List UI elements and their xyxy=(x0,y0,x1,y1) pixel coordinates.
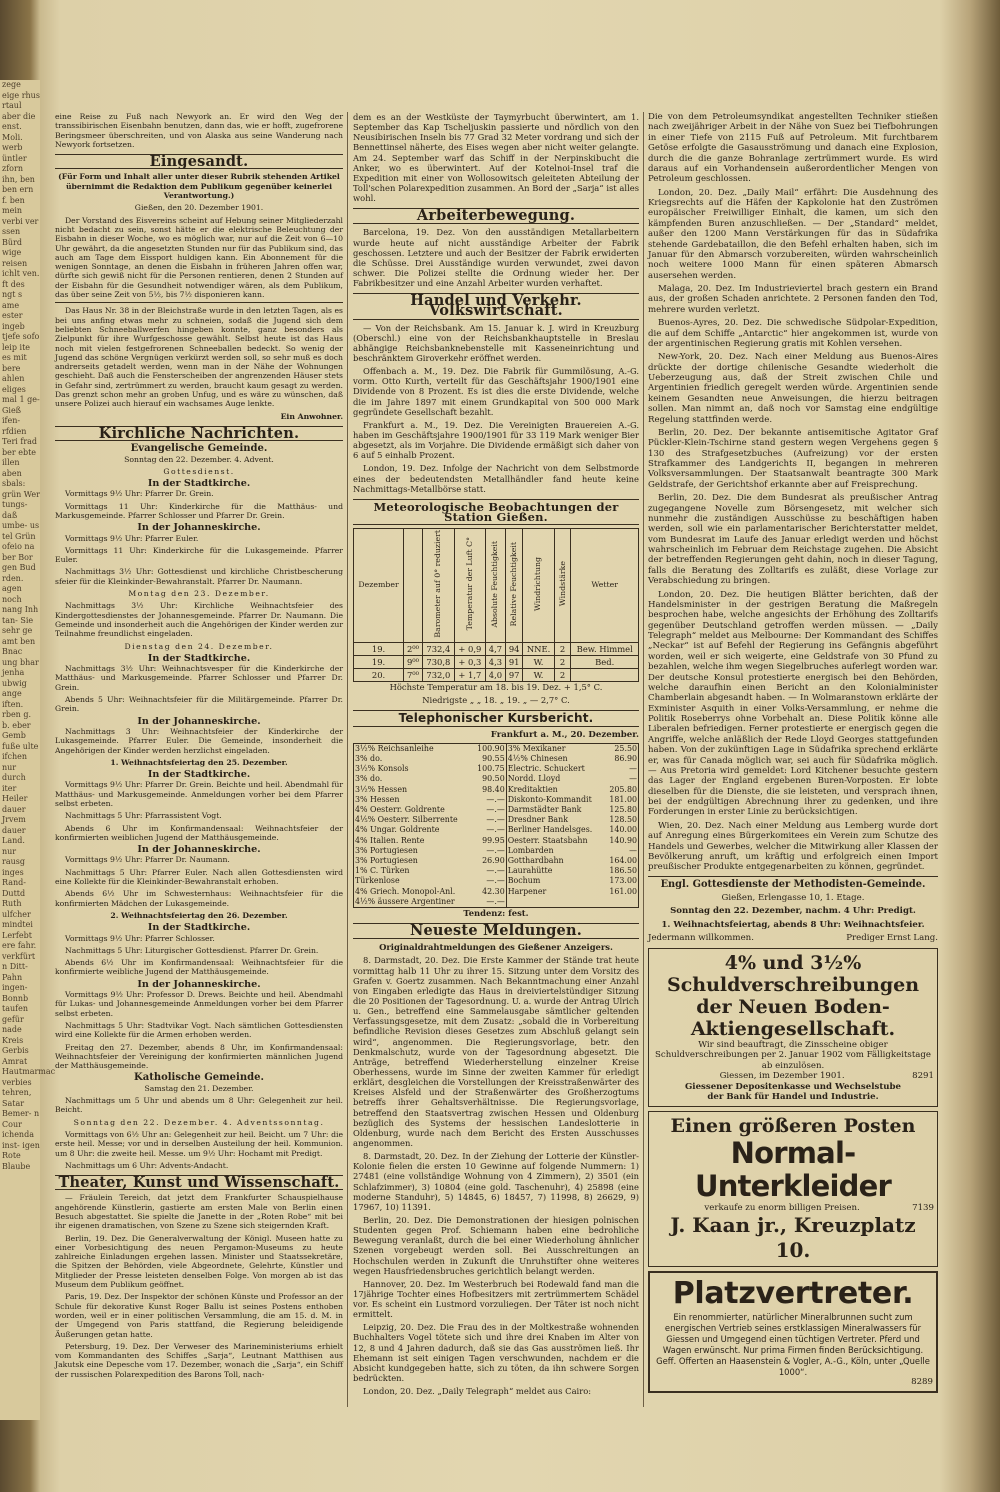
table-row xyxy=(354,897,639,908)
table-cell: 86.90 xyxy=(614,753,637,763)
article-paragraph: Berlin, 20. Dez. Die dem Bundesrat als preußischer Antrag zugegangene Novelle zum Börsengesetz, mit welcher sich nunmehr die zuständigen Ausschüsse zu beschäftigen haben werden, soll wie ein parlamentarischer Berichterstatter meldet, vom Bundesrat im Laufe des Januar erledigt werden und höchst wahrscheinlich im Februar dem Reichstage zugehen. Die Absicht der betreffenden Regierungen geht dahin, noch in dieser Tagung, falls die Beratung des Zolltarifs es zuläßt, diese Vorlage zur Verabschiedung zu bringen. xyxy=(648,493,938,587)
table-cell: —.— xyxy=(486,794,505,804)
table-cell: Berliner Handelsges. xyxy=(506,825,604,835)
service-line: Vormittags 11 Uhr: Kinderkirche für die Matthäus- und Markusgemeinde. Pfarrer Schlosser und Pfarrer Dr. Grein. xyxy=(55,501,343,520)
table-row xyxy=(354,815,639,825)
notice-line: 1. Weihnachtsfeiertag, abends 8 Uhr: Weihnachtsfeier. xyxy=(661,919,925,930)
service-line: Vormittags 9½ Uhr: Pfarrer Dr. Naumann. xyxy=(65,855,230,865)
service-line: Nachmittags 5 Uhr: Pfarrassistent Vogt. xyxy=(65,811,222,821)
table-row: 19. 9⁰⁰ 730,8 + 0,3 4,3 91 W. 2 Bed. xyxy=(354,655,639,668)
service-line: Abends 5 Uhr: Weihnachtsfeier für die Militärgemeinde. Pfarrer Dr. Grein. xyxy=(55,695,343,714)
column-2 xyxy=(353,112,639,1399)
table-row xyxy=(354,774,639,784)
table-cell: 3½% Hessen xyxy=(355,784,408,794)
table-cell: 4⅕% Oesterr. Silberrente xyxy=(355,815,458,825)
table-cell: 140.00 xyxy=(609,825,637,835)
table-cell: 3% do. xyxy=(355,753,383,763)
service-line: Vormittags 11 Uhr: Kinderkirche für die Lukasgemeinde. Pfarrer Euler. xyxy=(55,545,343,565)
weather-table-title: Meteorologische Beobachtungen der Station Gießen. xyxy=(353,499,639,525)
advertisement-bonds xyxy=(648,948,938,1107)
table-cell: 3% Portugiesen xyxy=(355,855,418,865)
date-line: 2. Weihnachtsfeiertag den 26. Dezember. xyxy=(110,910,288,920)
table-cell: 4% Italien. Rente xyxy=(355,835,425,845)
article-paragraph: Petersburg, 19. Dez. Der Verweser des Marineministeriums erhielt vom Kommandanten des Schiffes „Sarja“, Leutnant Matthisen aus Jakutsk eine Depesche vom 17. Dezember, wonach die „Sarja“, ein Schiff der russischen Polarexpedition des Barons Toll, nach- xyxy=(55,1341,343,1379)
table-cell: Kreditaktien xyxy=(506,785,604,795)
article-paragraph: Leipzig, 20. Dez. Die Frau des in der Moltkestraße wohnenden Buchhalters Vogel tötete sich und ihre drei Knaben im Alter von 12, 8 und 4 Jahren dadurch, daß sie das Gas ausströmen ließ. Ihr Ehemann ist seit einigen Tagen verschwunden, nachdem er die Absicht kundgegeben hatte, sich zu töten, da ihn schwere Sorgen bedrückten. xyxy=(353,1322,639,1384)
ad-text: verkaufe zu enorm billigen Preisen. 7139 xyxy=(704,1202,934,1213)
table-cell xyxy=(604,897,638,908)
table-cell: Diskonto-Kommandit xyxy=(506,795,604,805)
service-line: Vormittags 9½ Uhr: Pfarrer Dr. Grein. xyxy=(65,489,214,499)
service-line: Abends 6 Uhr im Konfirmandensaal: Weihnachtsfeier der konfirmierten weiblichen Jugend der Matthäusgemeinde. xyxy=(55,823,343,842)
service-line: Nachmittags um 5 Uhr und abends um 8 Uhr: Gelegenheit zur heil. Beicht. xyxy=(55,1096,343,1115)
column-3 xyxy=(648,112,938,1397)
divider xyxy=(55,302,343,303)
table-cell: Lombarden xyxy=(506,846,604,856)
article-paragraph: London, 19. Dez. Infolge der Nachricht von dem Selbstmorde eines der bedeutendsten Metallhändler fand heute keine Nachmittags-Metallbörse statt. xyxy=(353,463,639,494)
article-paragraph: Offenbach a. M., 19. Dez. Die Fabrik für Gummilösung, A.-G. vorm. Otto Kurth, verteilt für das Geschäftsjahr 1900/1901 eine Dividende von 8 Prozent. Es ist dies die erste Dividende, welche die im Jahre 1897 mit einem Grundkapital von 500 000 Mark gegründete Gesellschaft bezahlt. xyxy=(353,366,639,417)
table-cell: 90.50 xyxy=(482,774,505,784)
table-cell xyxy=(506,897,604,908)
church-heading: In der Johanneskirche. xyxy=(137,715,261,727)
advertisement-platzvertreter xyxy=(648,1271,938,1393)
table-cell: — xyxy=(629,764,637,774)
table-cell: Dresdner Bank xyxy=(506,815,604,825)
ad-headline: 4% und 3½% Schuldverschreibungen xyxy=(666,951,920,996)
service-line: Nachmittags 3½ Uhr: Gottesdienst und kirchliche Christbescherung sfeier für die Kleinkinder-Bewahranstalt. Pfarrer Dr. Naumann. xyxy=(55,567,343,586)
service-line: Vormittags 9½ Uhr: Pfarrer Euler. xyxy=(65,533,199,543)
letter-paragraph: Das Haus Nr. 38 in der Bleichstraße wurde in den letzten Tagen, als es bei uns anfing etwas mehr zu schneien, sodaß die Jugend sich dem beliebten Schneeballwerfen hingeben konnte, ganz besonders als Zielpunkt für ihre Wurfgeschosse gewählt. Selbst heute ist das Haus noch mit vielen festgefrorenen Schneeballen bedeckt. So wenig der Jugend das schöne Vergnügen verkürzt werden soll, so sehr muß es doch andrerseits getadelt werden, wenn man in der Nähe der Wohnungen geschieht. Daß auch die Fensterscheiben der angrenzenden Häuser stets in Gefahr sind, zertrümmert zu werden, braucht kaum gesagt zu werden. Das grenzt schon mehr an groben Unfug, und es wäre zu wünschen, daß unsere Polizei auch hierauf ein wachsames Auge lenkte. xyxy=(55,306,343,409)
notice-line: Gießen, Erlengasse 10, 1. Etage. xyxy=(721,893,865,903)
table-row xyxy=(354,785,639,795)
service-line: Vormittags 9½ Uhr: Professor D. Drews. Beichte und heil. Abendmahl für Lukas- und Johannesgemeinde Anmeldungen vorher bei dem Pfarrer selbst erbeten. xyxy=(55,990,343,1018)
service-line: Nachmittags um 6 Uhr: Advents-Andacht. xyxy=(65,1160,229,1170)
notice-preacher: Prediger Ernst Lang. xyxy=(846,933,938,944)
weather-table xyxy=(353,528,639,682)
service-line: Nachmittags 3½ Uhr: Kirchliche Weihnachtsfeier des Kindergottesdienstes der Johannesgemeinde. Pfarrer Dr. Naumann. Die Gemeinde und insonderheit auch die Angehörigen der Kinder werden zur Teilnahme freundlichst eingeladen. xyxy=(55,601,343,639)
table-cell: 125.80 xyxy=(609,804,637,814)
signature: Ein Anwohner. xyxy=(280,411,343,421)
table-cell: 4% Ungar. Goldrente xyxy=(355,825,440,835)
subsection-title: Evangelische Gemeinde. xyxy=(130,443,268,455)
table-cell: — xyxy=(629,774,637,784)
table-cell: 3% Hessen xyxy=(355,794,400,804)
table-cell: 4% Griech. Monopol-Anl. xyxy=(355,886,456,896)
table-cell: 161.00 xyxy=(609,886,637,896)
article-paragraph: Berlin, 19. Dez. Die Generalverwaltung der Königl. Museen hatte zu einer Vorbesichtigung des neuen Pergamon-Museums zu heute zahlreiche Einladungen ergehen lassen. Minister und Staatssekretäre, die Spitzen der Behörden, viele Abgeordnete, Gelehrte, Künstler und Mitglieder der Presse leisteten denselben Folge. Von morgen ab ist das Museum dem Publikum geöffnet. xyxy=(55,1233,343,1290)
date-line: Sonntag den 22. Dezember. 4. Adventssonntag. xyxy=(73,1117,325,1127)
article-paragraph: Wien, 20. Dez. Nach einer Meldung aus Lemberg wurde dort auf Anregung eines Bürgerkomitees ein Verein zum Schutze des Handels und Gewerbes, welcher die Mitwirkung aller Klassen der Bevölkerung anruft, um kräftig und erfolgreich einen Import preußischer Produkte entgegenarbeiten zu können, gegründet. xyxy=(648,820,938,873)
table-cell: 100.90 xyxy=(477,743,505,753)
table-cell: Bochum xyxy=(506,876,604,886)
column-1 xyxy=(55,112,343,1382)
ad-bank-name: Giessener Depositenkasse und Wechselstube xyxy=(684,1081,902,1092)
stock-tendency: Tendenz: fest. xyxy=(463,908,529,918)
weather-col-header: Dezember xyxy=(354,529,404,643)
ad-headline: Platzvertreter. xyxy=(672,1276,914,1311)
article-paragraph: — Fräulein Tereich, dat jetzt dem Frankfurter Schauspielhause angehörende Künstlerin, gastierte am ersten Male von Berlin einen Besuch abgestattet. Sie spielte die Janette in der „Roten Robe“ mit bei ihr eigenen dramatischen, von Szene zu Szene sich steigernden Kraft. xyxy=(55,1193,343,1231)
table-cell: 99.95 xyxy=(482,835,505,845)
church-heading: In der Stadtkirche. xyxy=(147,922,251,934)
article-paragraph: Berlin, 20. Dez. Die Demonstrationen der hiesigen polnischen Studenten gegen Prof. Schiemann haben eine bedrohliche Bewegung veranlaßt, durch die bei einer Wiederholung ähnlicher Szenen vorgebeugt werden soll. Bei Ausschreitungen an Hochschulen werden in Zukunft die Unruhstifter ohne weiteres wegen Hausfriedensbruches gerichtlich belangt werden. xyxy=(353,1214,639,1276)
stock-table xyxy=(353,743,639,908)
article-paragraph: Berlin, 20. Dez. Der bekannte antisemitische Agitator Graf Pückler-Klein-Tschirne stand gestern wegen Vergehens gegen § 130 des Strafgesetzbuches (Aufreizung) vor der ersten Strafkammer des Landgerichts II, begangen in mehreren Volksversammlungen. Der Staatsanwalt beantragte 300 Mark Geldstrafe, der Gerichtshof erkannte aber auf Freisprechung. xyxy=(648,427,938,490)
table-cell: 181.00 xyxy=(609,794,637,804)
table-cell: —.— xyxy=(486,866,505,876)
service-line: Freitag den 27. Dezember, abends 8 Uhr, im Konfirmandensaal: Weihnachtsfeier der Vereinigung der konfirmierten männlichen Jugend der Matthäusgemeinde. xyxy=(55,1042,343,1071)
table-cell: —.— xyxy=(486,845,505,855)
table-cell: Darmstädter Bank xyxy=(506,805,604,815)
service-line: Abends 6½ Uhr im Schwesternhaus: Weihnachtsfeier für die konfirmierten Mädchen der Lukasgemeinde. xyxy=(55,889,343,908)
service-line: Vormittags 9½ Uhr: Pfarrer Dr. Grein. Beichte und heil. Abendmahl für Matthäus- und Markusgemeinde. Anmeldungen vorher bei dem Pfarrer selbst erbeten. xyxy=(55,780,343,808)
table-cell: 173.00 xyxy=(609,876,637,886)
table-cell: Harpener xyxy=(506,887,604,897)
table-cell: 4% Oesterr. Goldrente xyxy=(355,804,445,814)
weather-col-header: Absolute Feuchtigkeit xyxy=(485,529,505,643)
table-row xyxy=(354,856,639,866)
weather-col-header: Windstärke xyxy=(554,529,571,643)
article-paragraph: London, 20. Dez. „Daily Telegraph“ meldet aus Cairo: xyxy=(363,1386,592,1397)
table-cell: 4½% Chinesen xyxy=(506,754,604,764)
table-row xyxy=(354,876,639,886)
section-title-handel: Handel und Verkehr. Volkswirtschaft. xyxy=(353,293,639,319)
table-cell: Oesterr. Staatsbahn xyxy=(506,836,604,846)
weather-footnote: Niedrigste „ „ 18. „ 19. „ — 2,7° C. xyxy=(422,695,570,706)
service-line: Nachmittags 3½ Uhr: Weihnachtsvesper für die Kinderkirche der Matthäus- und Markusgemeinde. Pfarrer Schlosser und Pfarrer Dr. Grein. xyxy=(55,664,343,692)
service-line: Vormittags 9½ Uhr: Pfarrer Schlosser. xyxy=(65,933,215,943)
ad-headline: Einen größeren Posten xyxy=(670,1114,916,1137)
church-heading: In der Stadtkirche. xyxy=(147,652,251,664)
service-line: Vormittags von 6½ Uhr an: Gelegenheit zur heil. Beicht. um 7 Uhr: die erste heil. Messe; vor und in derselben Austeilung der heil. Kommunion. um 8 Uhr: die zweite heil. Messe. um 9½ Uhr: Hochamt mit Predigt. xyxy=(55,1129,343,1158)
table-cell: 1% C. Türken xyxy=(355,866,410,876)
ad-product-name: Normal-Unterkleider xyxy=(695,1135,891,1203)
table-cell: 3% do. xyxy=(355,774,383,784)
weather-col-header: Wetter xyxy=(571,529,639,643)
service-line: Nachmittags 5 Uhr: Stadtvikar Vogt. Nach sämtlichen Gottesdiensten wird eine Kollekte für die Armen erhoben werden. xyxy=(55,1020,343,1040)
article-paragraph: Paris, 19. Dez. Der Inspektor der schönen Künste und Professor an der Schule für dekorative Kunst Roger Ballu ist seines Postens enthoben worden, weil er in einer politischen Versammlung, die am 15. d. M. in der Umgegend von Paris stattfand, die Regierung beleidigende Äußerungen getan hatte. xyxy=(55,1292,343,1339)
article-paragraph: 8. Darmstadt, 20. Dez. Die Erste Kammer der Stände trat heute vormittag halb 11 Uhr zu ihrer 15. Sitzung unter dem Vorsitz des Grafen v. Goertz zusammen. Nach Bekanntmachung einer Anzahl von Eingaben erledigte das Haus in dreiviertelstündiger Sitzung die 20 Positionen der Tagesordnung. U. a. wurde der Antrag Ulrich u. Gen., betreffend eine Sammelausgabe sämtlicher geltenden Verfassungsgesetze, mit dem Zusatz: „sobald die in Vorbereitung befindliche Revision dieses Gesetzes zum Abschluß gelangt sein wird“, angenommen. Die Regierungsvorlage, betr. den Denkmalschutz, wurde von der Tagesordnung abgesetzt. Die Anträge, betreffend Wiederherstellung einzelner Kreise Oberhessens, wurde im Sinne der zweiten Kammer für erledigt erklärt, desgleichen die Vorstellungen der Kreisstraßenwärter des Kreises Alsfeld und der Straßenwärter des Großherzogtums betreffs ihrer Gehaltsverhältnisse. Die Regierungsvorlage, betreffend den Staatsvertrag zwischen Hessen und Oldenburg bezüglich des Systems der hessischen Landeslotterie in Oldenburg, wurde nach dem Bericht des Ersten Ausschusses angenommen. xyxy=(353,955,639,1148)
article-paragraph: 8. Darmstadt, 20. Dez. In der Ziehung der Lotterie der Künstler-Kolonie fielen die ersten 10 Gewinne auf folgende Nummern: 1) 27481 (eine vollständige Wohnung von 4 Zimmern), 2) 3501 (ein Schlafzimmer), 3) 10804 (eine gold. Taschenuhr), 4) 25898 (eine moderne Standuhr), 5) 14845, 6) 18457, 7) 11998, 8) 26629, 9) 17967, 10) 11391. xyxy=(353,1151,639,1212)
section-title-neueste: Neueste Meldungen. xyxy=(353,923,639,939)
article-continuation: dem es an der Westküste der Taymyrbucht überwintert, am 1. September das Kap Tscheljuskin passierte und nördlich von den Neusibirischen Inseln bis 77 Grad 32 Meter vordrang und sich der Bennettinsel näherte, des Eises wegen aber nicht weiter gelangte. Am 24. September warf das Schiff in der Nerpinskibucht die Anker, wo es überwintert. Auf der Kotelnoi-Insel traf die Expedition mit einer von Wollosowitsch geleiteten Abteilung der Toll'schen Polarexpedition zusammen. An Bord der „Sarja“ ist alles wohl. xyxy=(353,112,639,204)
date-line: Gottesdienst. xyxy=(163,466,235,476)
section-title-theater: Theater, Kunst und Wissenschaft. xyxy=(55,1175,343,1190)
table-cell: 205.80 xyxy=(609,784,637,794)
table-row xyxy=(354,846,639,856)
table-cell: 3½% Reichsanleihe xyxy=(355,743,434,753)
table-row: 19. 2⁰⁰ 732,4 + 0,9 4,7 94 NNE. 2 Bew. Himmel xyxy=(354,642,639,655)
table-cell: —.— xyxy=(486,876,505,886)
weather-table-header xyxy=(354,529,639,643)
editorial-note: (Für Form und Inhalt aller unter dieser Rubrik stehenden Artikel übernimmt die Redaktion dem Publikum gegenüber keinerlei Verantwortung.) xyxy=(58,172,340,201)
table-cell: 42.30 xyxy=(482,886,505,896)
table-cell: 4½% äussere Argentiner xyxy=(355,896,455,906)
advertisement-underwear xyxy=(648,1111,938,1268)
weather-col-header: Temperatur der Luft C° xyxy=(454,529,485,643)
section-title-arbeiter: Arbeiterbewegung. xyxy=(353,208,639,224)
weather-col-header: Windrichtung xyxy=(523,529,554,643)
notice-title: Engl. Gottesdienste der Methodisten-Gemeinde. xyxy=(660,878,926,890)
table-cell: 164.00 xyxy=(609,855,637,865)
divider xyxy=(648,876,938,877)
article-paragraph: Barcelona, 19. Dez. Von den ausständigen Metallarbeitern wurde heute auf nicht ausständige Arbeiter der Fabrik geschossen. Letztere und auch der Besitzer der Fabrik erwiderten die Schüsse. Drei Ausständige wurden verwundet, zwei davon schwer. Die Polizei stellte die Ordnung wieder her. Der Fabrikbesitzer und eine Anzahl Arbeiter wurden verhaftet. xyxy=(353,227,639,289)
article-paragraph: New-York, 20. Dez. Nach einer Meldung aus Buenos-Aires drückte der dortige chilenische Gesandte wiederholt die Ueberzeugung aus, daß der Streit zwischen Chile und Argentinien friedlich geregelt werden würde. Argentinien sende keinem Gesandten neue Anweisungen, die hierzu beitragen sollen. Man nimmt an, daß noch vor Samstag eine endgültige Regelung stattfinden werde. xyxy=(648,352,938,425)
table-cell: Türkenlose xyxy=(355,876,400,886)
church-heading: In der Johanneskirche. xyxy=(137,844,261,856)
service-line: Nachmittags 5 Uhr: Pfarrer Euler. Nach allen Gottesdiensten wird eine Kollekte für die Kleinkinder-Bewahranstalt erhoben. xyxy=(55,867,343,887)
left-page-edge-text: zege eige rhus rtaul aber die enst. Moli. werb üntler zforn ihn, ben ben ern f. ben mein verbi ver ssen Bürd wige reisen ichlt ven. ft des ngt s ame ester ingeb tjefe sofo leip ite es mit bere ahlen eliges mal 1 ge- Gieß ifen- rfdien Teri frad ber ebte illen aben sbals: grün Wer tungs- daß umbe- us tel Grün ofeio na ber Bor gen Bud rden. agen noch nang Inh tan- Sie sehr ge amt ben Bnac ung bhar jenha ubwig ange iften. rben g. b. eber Gemb fuße ulte ifchen nur durch iter Heiler dauer Jrvem dauer Land. nur rausg inges Rand- Duttd Ruth ulfcher mindtei Lerfebt ere fahr. verkfürt n Ditt- Pahn ingen- Bonnb taufen gefür nade Kreis Gerbis Amrat Hautmarmac verbies tehren, Satar Bemer- n Cour ichenda inst- igen Rote Blaube xyxy=(0,80,40,1420)
subsection-title: Originaldrahtmeldungen des Gießener Anzeigers. xyxy=(379,942,613,953)
date-line: 1. Weihnachtsfeiertag den 25. Dezember. xyxy=(110,757,288,767)
article-paragraph: Hannover, 20. Dez. Im Westerbruch bei Rodewald fand man die 17jährige Tochter eines Hofbesitzers mit zertrümmertem Schädel vor. Es scheint ein Lustmord vorzuliegen. Der Täter ist noch nicht ermittelt. xyxy=(353,1278,639,1320)
dateline: Gießen, den 20. Dezember 1901. xyxy=(134,203,264,213)
ad-headline: der Neuen Boden-Aktiengesellschaft. xyxy=(690,995,896,1040)
ad-text: Ein renommierter, natürlicher Mineralbrunnen sucht zum energischen Vertrieb seines erstklassigen Mineralwassers für Giessen und Umgegend einen tüchtigen Vertreter. Pferd und Wagen erwünscht. Nur prima Firmen finden Berücksichtigung. Geff. Offerten an Haasenstein & Vogler, A.-G., Köln, unter „Quelle 1000“. xyxy=(656,1312,930,1377)
church-heading: In der Johanneskirche. xyxy=(137,978,261,990)
ad-bank-name: der Bank für Handel und Industrie. xyxy=(707,1092,879,1102)
table-cell: —.— xyxy=(486,804,505,814)
section-title-eingesandt: Eingesandt. xyxy=(55,154,343,169)
notice-line: Sonntag den 22. Dezember, nachm. 4 Uhr: Predigt. xyxy=(670,906,916,917)
column-rule xyxy=(347,112,348,1407)
table-cell: Electric. Schuckert xyxy=(506,764,604,774)
table-cell: 26.90 xyxy=(482,855,505,865)
service-line: Nachmittags 3 Uhr: Weihnachtsfeier der Kinderkirche der Lukasgemeinde. Pfarrer Euler. Die Gemeinde, insonderheit die Angehörigen der Kinder werden herzlichst eingeladen. xyxy=(55,726,343,755)
church-heading: In der Johanneskirche. xyxy=(137,522,261,534)
article-paragraph: London, 20. Dez. „Daily Mail“ erfährt: Die Ausdehnung des Kriegsrechts auf die Häfen der Kapkolonie hat den Zuströmen europäischer Freiwilliger Einhalt, die kamen, um sich den kämpfenden Buren anzuschließen. — Der „Standard“ meldet, außer den 1200 Mann Verstärkungen für das in Südafrika stehende Gardebataillon, die den Befehl erhalten haben, sich im Januar für den Abmarsch vorzubereiten, würden wahrscheinlich noch weitere 1000 Mann für einen späteren Abmarsch ausersehen werden. xyxy=(648,187,938,281)
article-paragraph: — Von der Reichsbank. Am 15. Januar k. J. wird in Kreuzburg (Oberschl.) eine von der Reichsbankhauptstelle in Breslau abhängige Reichsbanknebenstelle mit Kasseneinrichtung und beschränktem Giroverkehr eröffnet werden. xyxy=(353,322,639,363)
article-paragraph: Buenos-Ayres, 20. Dez. Die schwedische Südpolar-Expedition, die auf dem Schiffe „Antarctic“ hier angekommen ist, wurde von der argentinischen Regierung gratis mit Kohlen versehen. xyxy=(648,318,938,349)
table-cell: 3% Mexikaner xyxy=(506,743,604,754)
table-cell: 140.90 xyxy=(609,835,637,845)
table-cell: —.— xyxy=(486,896,505,906)
date-line: Sonntag den 22. Dezember. 4. Advent. xyxy=(124,454,274,464)
table-row xyxy=(354,805,639,815)
weather-col-header: Relative Feuchtigkeit xyxy=(506,529,523,643)
table-row xyxy=(354,764,639,774)
table-cell: 128.50 xyxy=(609,815,637,825)
church-heading: In der Stadtkirche. xyxy=(147,769,251,781)
stock-report-subtitle: Frankfurt a. M., 20. Dezember. xyxy=(490,729,639,740)
table-cell: 25.50 xyxy=(614,743,637,753)
ad-firm-name: J. Kaan jr., Kreuzplatz 10. xyxy=(670,1213,916,1262)
table-cell: 186.50 xyxy=(609,866,637,876)
table-cell: — xyxy=(629,845,637,855)
table-cell: —.— xyxy=(486,815,505,825)
ad-text: Wir sind beauftragt, die Zinsscheine obiger Schuldverschreibungen per 2. Januar 1902 vom Fälligkeitstage ab einzulösen. xyxy=(655,1039,931,1071)
date-line: Samstag den 21. Dezember. xyxy=(144,1083,254,1093)
ad-number: 8289 xyxy=(911,1377,933,1388)
column-rule xyxy=(643,112,644,1407)
table-cell: 98.40 xyxy=(482,784,505,794)
weather-footnote: Höchste Temperatur am 18. bis 19. Dez. + 1,5° C. xyxy=(389,682,603,693)
table-row xyxy=(354,795,639,805)
weather-col-header xyxy=(404,529,423,643)
table-cell: Laurahütte xyxy=(506,866,604,876)
table-row xyxy=(354,754,639,764)
notice-welcome: Jedermann willkommen. xyxy=(648,933,754,944)
subsection-title: Katholische Gemeinde. xyxy=(134,1072,264,1084)
table-row xyxy=(354,825,639,835)
notice-line xyxy=(648,933,938,943)
table-cell: —.— xyxy=(486,825,505,835)
table-cell: 100.75 xyxy=(477,764,505,774)
table-row xyxy=(354,866,639,876)
section-title-kirchliche: Kirchliche Nachrichten. xyxy=(55,426,343,441)
table-cell: Nordd. Lloyd xyxy=(506,774,604,784)
table-row: 20. 7⁰⁰ 732,0 + 1,7 4,0 97 W. 2 xyxy=(354,669,639,682)
date-line: Montag den 23. Dezember. xyxy=(128,589,270,599)
ad-date-line: Giessen, im Dezember 1901. 8291 xyxy=(719,1071,934,1081)
table-cell: Gotthardbahn xyxy=(506,856,604,866)
table-cell: 3½% Konsols xyxy=(355,764,409,774)
weather-col-header: Barometer auf 0° reduziert xyxy=(422,529,454,643)
table-cell: 3% Portugiesen xyxy=(355,845,418,855)
article-paragraph: Frankfurt a. M., 19. Dez. Die Vereinigten Brauereien A.-G. haben im Geschäftsjahre 1900/1901 für 33 119 Mark weniger Bier abgesetzt, als im Vorjahre. Die Dividende ermäßigt sich daher von 6 auf 5 einhalb Prozent. xyxy=(353,419,639,461)
article-continuation: Die von dem Petroleumsyndikat angestellten Techniker stießen nach zweijähriger Arbeit in der Nähe von Suez bei Tiefbohrungen in einer Tiefe von 2115 Fuß auf Petroleum. Mit furchtbarem Getöse erfolgte die Gasausströmung und danach eine Explosion, durch die die ganze Bohranlage zertrümmert wurde. Es wird daraus auf ein Vorhandensein außerordentlicher Mengen von Petroleum geschlossen. xyxy=(648,112,938,185)
table-cell: 90.55 xyxy=(482,753,505,763)
table-row xyxy=(354,743,639,754)
table-row xyxy=(354,836,639,846)
letter-paragraph: Der Vorstand des Eisvereins scheint auf Hebung seiner Mitgliederzahl nicht bedacht zu sein, sonst hätte er die elektrische Beleuchtung der Eisbahn in dieser Woche, wo es möglich war, nur auf die Zeit von 6—10 Uhr gewährt, da die angesetzten Stunden nur für das Publikum sind, das auch am Tage dem Eissport huldigen kann. Ein Abonnement für die wenigen Sonntage, an denen die Eisbahn in früheren Jahren offen war, dürfte sich gewiß nicht für die Personen rentieren, denen 2 Stunden auf der Eisbahn für die Gesundheit notwendiger wären, als dem Publikum, das über seine Zeit von 5½, bis 7½ disponieren kann. xyxy=(55,215,343,300)
table-row xyxy=(354,887,639,897)
church-heading: In der Stadtkirche. xyxy=(147,478,251,490)
service-line: Abends 6½ Uhr im Konfirmandensaal: Weihnachtsfeier für die konfirmierte weibliche Jugend der Matthäusgemeinde. xyxy=(55,958,343,977)
stock-report-title: Telephonischer Kursbericht. xyxy=(353,710,639,726)
date-line: Dienstag den 24. Dezember. xyxy=(124,641,274,651)
article-continuation: eine Reise zu Fuß nach Newyork an. Er wird den Weg der transsibirischen Eisenbahn benutzen, dann das, wie er hofft, zugefrorene Beringsmeer überschreiten, und von Alaska aus seine Wanderung nach Newyork fortsetzen. xyxy=(55,112,343,149)
article-paragraph: London, 20. Dez. Die heutigen Blätter berichten, daß der Handelsminister in der gestrigen Beratung die Maßregeln besprochen habe, welche angesichts der Erhöhung des Zolltarifs gegenüber Deutschland getroffen werden müssen. — „Daily Telegraph“ meldet aus Melbourne: Der Kommandant des Schiffes „Neckar“ ist auf Befehl der Regierung ins Gefängnis abgeführt worden, weil er sich weigerte, eine Geldstrafe von 30 Pfund zu bezahlen, welche ihm wegen Siegelbruches auferlegt worden war. Der deutsche Konsul protestierte energisch bei den Behörden, welche daraufhin einen Bericht an den Kolonialminister Chamberlain abgesandt haben. — In Wolmaranstown erklärte der Exminister Asquith in einer Volks-Versammlung, er nehme die Politik Roseberrys ohne Vorbehalt an. Diese Politik könne alle Liberalen befriedigen. Ferner protestierte er energisch gegen die Angriffe, welche anläßlich der Rede Lloyd Georges stattgefunden haben. Von der zukünftigen Lage in Südafrika sprechend erklärte er, was für Canada möglich war, sei auch für Südafrika möglich. — Aus Pretoria wird gemeldet: Lord Kitchener besuchte gestern das Lager der England ergebenen Buren-Vorposten. Er lobte dieselben für die Dienste, die sie leisteten, und versprach ihnen, bei der endgültigen Abrechnung ihrer zu gedenken, und ihre Forderungen in erster Linie zu berücksichtigen. xyxy=(648,589,938,818)
service-line: Nachmittags 5 Uhr: Liturgischer Gottesdienst. Pfarrer Dr. Grein. xyxy=(65,945,319,955)
article-paragraph: Malaga, 20. Dez. Im Industrieviertel brach gestern ein Brand aus, der großen Schaden anrichtete. 2 Personen fanden den Tod, mehrere wurden verletzt. xyxy=(648,284,938,315)
